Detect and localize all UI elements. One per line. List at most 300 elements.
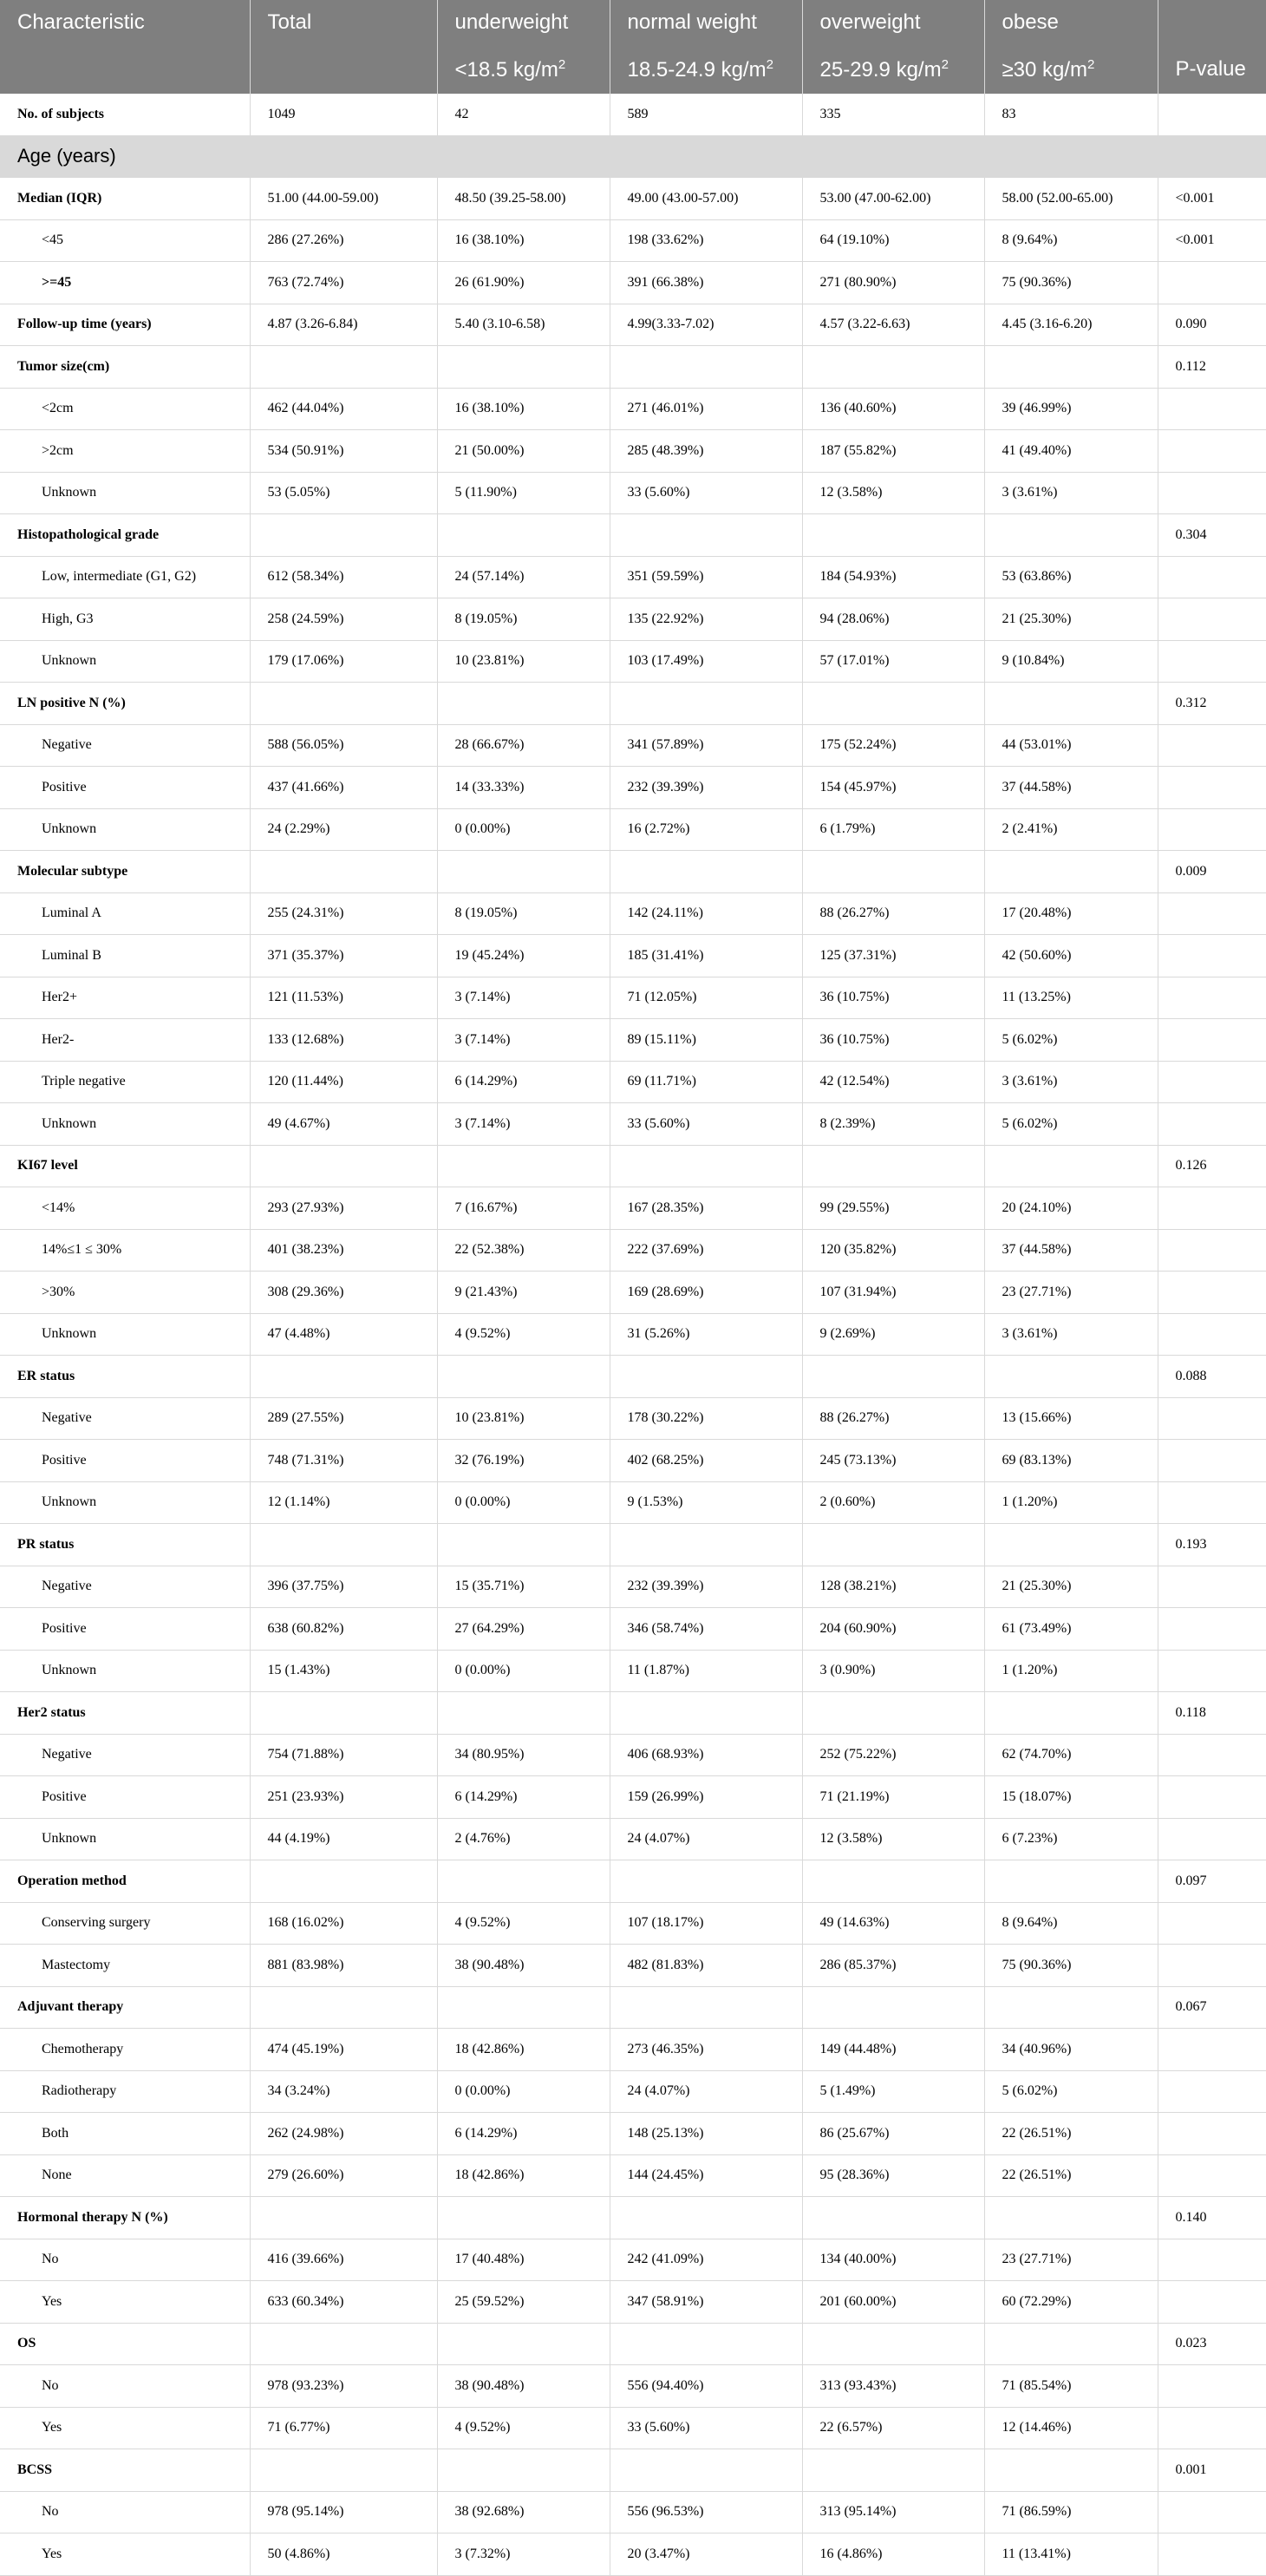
cell-normal-weight (610, 2323, 802, 2365)
cell-p-value (1158, 1945, 1266, 1987)
table-row (0, 1356, 1266, 1398)
cell-overweight (802, 1145, 984, 1187)
cell-overweight: 57 (17.01%) (802, 640, 984, 683)
cell-p-value: 0.067 (1158, 1986, 1266, 2029)
cell-overweight: 154 (45.97%) (802, 767, 984, 809)
cell-obese: 1 (1.20%) (984, 1481, 1158, 1524)
header-unit-p-value: P-value (1158, 45, 1266, 94)
cell-total: 179 (17.06%) (250, 640, 437, 683)
row-label: Unknown (0, 1103, 250, 1146)
cell-underweight: 10 (23.81%) (437, 640, 610, 683)
row-label: Luminal A (0, 892, 250, 935)
table-row (0, 977, 1266, 1019)
cell-overweight (802, 683, 984, 725)
table-row (0, 2323, 1266, 2365)
cell-overweight: 22 (6.57%) (802, 2407, 984, 2449)
cell-total: 49 (4.67%) (250, 1103, 437, 1146)
cell-obese: 1 (1.20%) (984, 1650, 1158, 1692)
cell-underweight: 26 (61.90%) (437, 262, 610, 304)
cell-overweight: 36 (10.75%) (802, 1019, 984, 1062)
cell-total (250, 851, 437, 893)
cell-normal-weight: 167 (28.35%) (610, 1187, 802, 1230)
row-label: No (0, 2491, 250, 2534)
cell-underweight: 18 (42.86%) (437, 2029, 610, 2071)
cell-obese (984, 346, 1158, 389)
table-row (0, 851, 1266, 893)
cell-overweight: 187 (55.82%) (802, 430, 984, 473)
cell-obese: 20 (24.10%) (984, 1187, 1158, 1230)
table-row (0, 556, 1266, 598)
cell-overweight: 6 (1.79%) (802, 808, 984, 851)
cell-underweight: 4 (9.52%) (437, 1313, 610, 1356)
cell-total: 289 (27.55%) (250, 1397, 437, 1440)
cell-total: 71 (6.77%) (250, 2407, 437, 2449)
row-label: Unknown (0, 472, 250, 514)
row-label: Unknown (0, 1481, 250, 1524)
cell-total (250, 2197, 437, 2239)
table-row (0, 2407, 1266, 2449)
cell-obese: 5 (6.02%) (984, 2070, 1158, 2113)
cell-overweight: 313 (93.43%) (802, 2365, 984, 2408)
cell-underweight: 0 (0.00%) (437, 1650, 610, 1692)
cell-overweight: 88 (26.27%) (802, 892, 984, 935)
cell-underweight (437, 346, 610, 389)
row-label: Yes (0, 2534, 250, 2576)
cell-p-value (1158, 2239, 1266, 2281)
table-row (0, 2449, 1266, 2492)
row-label: Follow-up time (years) (0, 304, 250, 346)
row-label: Yes (0, 2407, 250, 2449)
cell-normal-weight (610, 1860, 802, 1903)
cell-p-value (1158, 1187, 1266, 1230)
cell-normal-weight: 24 (4.07%) (610, 1818, 802, 1860)
row-label: Her2+ (0, 977, 250, 1019)
cell-overweight: 36 (10.75%) (802, 977, 984, 1019)
cell-overweight: 134 (40.00%) (802, 2239, 984, 2281)
row-label: Adjuvant therapy (0, 1986, 250, 2029)
table-row (0, 430, 1266, 473)
cell-obese: 12 (14.46%) (984, 2407, 1158, 2449)
cell-overweight: 175 (52.24%) (802, 724, 984, 767)
cell-normal-weight: 271 (46.01%) (610, 388, 802, 430)
cell-underweight: 10 (23.81%) (437, 1397, 610, 1440)
cell-p-value (1158, 724, 1266, 767)
table-row (0, 2534, 1266, 2576)
cell-underweight: 14 (33.33%) (437, 767, 610, 809)
cell-normal-weight: 232 (39.39%) (610, 767, 802, 809)
cell-p-value (1158, 598, 1266, 641)
cell-normal-weight: 482 (81.83%) (610, 1945, 802, 1987)
table-row (0, 724, 1266, 767)
cell-p-value (1158, 808, 1266, 851)
row-label: Histopathological grade (0, 514, 250, 557)
cell-obese: 2 (2.41%) (984, 808, 1158, 851)
cell-normal-weight: 16 (2.72%) (610, 808, 802, 851)
row-label: Positive (0, 1608, 250, 1651)
cell-total: 50 (4.86%) (250, 2534, 437, 2576)
cell-p-value: 0.023 (1158, 2323, 1266, 2365)
cell-p-value (1158, 2491, 1266, 2534)
cell-overweight: 120 (35.82%) (802, 1229, 984, 1272)
row-label: 14%≤1 ≤ 30% (0, 1229, 250, 1272)
cell-underweight: 8 (19.05%) (437, 598, 610, 641)
cell-normal-weight (610, 346, 802, 389)
table-row (0, 640, 1266, 683)
cell-overweight (802, 1692, 984, 1735)
cell-normal-weight: 406 (68.93%) (610, 1734, 802, 1776)
table-row (0, 178, 1266, 220)
cell-underweight: 4 (9.52%) (437, 1902, 610, 1945)
row-label: Her2- (0, 1019, 250, 1062)
row-label: BCSS (0, 2449, 250, 2492)
cell-obese: 5 (6.02%) (984, 1103, 1158, 1146)
table-row (0, 2070, 1266, 2113)
cell-underweight: 16 (38.10%) (437, 388, 610, 430)
cell-total: 15 (1.43%) (250, 1650, 437, 1692)
row-label: Tumor size(cm) (0, 346, 250, 389)
cell-underweight: 16 (38.10%) (437, 219, 610, 262)
cell-obese: 13 (15.66%) (984, 1397, 1158, 1440)
row-label: LN positive N (%) (0, 683, 250, 725)
cell-obese: 4.45 (3.16-6.20) (984, 304, 1158, 346)
cell-normal-weight: 107 (18.17%) (610, 1902, 802, 1945)
cell-obese: 3 (3.61%) (984, 472, 1158, 514)
cell-overweight: 49 (14.63%) (802, 1902, 984, 1945)
cell-overweight: 313 (95.14%) (802, 2491, 984, 2534)
cell-p-value: 0.118 (1158, 1692, 1266, 1735)
cell-total: 121 (11.53%) (250, 977, 437, 1019)
cell-total: 588 (56.05%) (250, 724, 437, 767)
row-label: No (0, 2239, 250, 2281)
cell-obese (984, 1860, 1158, 1903)
table-row (0, 2197, 1266, 2239)
cell-p-value (1158, 2534, 1266, 2576)
cell-obese: 21 (25.30%) (984, 1566, 1158, 1608)
cell-overweight: 4.57 (3.22-6.63) (802, 304, 984, 346)
cell-overweight (802, 346, 984, 389)
cell-p-value (1158, 977, 1266, 1019)
section-label: Age (years) (0, 135, 1266, 178)
table-header (0, 0, 1266, 94)
cell-total: 168 (16.02%) (250, 1902, 437, 1945)
cell-p-value (1158, 1019, 1266, 1062)
cell-normal-weight: 33 (5.60%) (610, 2407, 802, 2449)
cell-underweight: 3 (7.14%) (437, 1019, 610, 1062)
cell-overweight (802, 1986, 984, 2029)
cell-total (250, 2449, 437, 2492)
cell-normal-weight: 159 (26.99%) (610, 1776, 802, 1819)
cell-overweight: 16 (4.86%) (802, 2534, 984, 2576)
cell-normal-weight: 148 (25.13%) (610, 2113, 802, 2155)
row-label: Conserving surgery (0, 1902, 250, 1945)
header-unit-normal-weight: 18.5-24.9 $kg/m^2$ (610, 45, 802, 94)
row-label: None (0, 2154, 250, 2197)
row-label: >30% (0, 1272, 250, 1314)
cell-total: 474 (45.19%) (250, 2029, 437, 2071)
table-row (0, 1608, 1266, 1651)
row-label: Mastectomy (0, 1945, 250, 1987)
cell-obese: 37 (44.58%) (984, 1229, 1158, 1272)
cell-p-value (1158, 2407, 1266, 2449)
row-label: Negative (0, 1734, 250, 1776)
cell-p-value: <0.001 (1158, 219, 1266, 262)
table-row (0, 304, 1266, 346)
row-label: <14% (0, 1187, 250, 1230)
cell-p-value (1158, 1397, 1266, 1440)
cell-underweight (437, 2197, 610, 2239)
cell-total: 24 (2.29%) (250, 808, 437, 851)
cell-total (250, 1145, 437, 1187)
cell-overweight: 184 (54.93%) (802, 556, 984, 598)
cell-p-value (1158, 1440, 1266, 1482)
cell-normal-weight: 391 (66.38%) (610, 262, 802, 304)
cell-total: 255 (24.31%) (250, 892, 437, 935)
cell-p-value (1158, 1229, 1266, 1272)
cell-normal-weight: 341 (57.89%) (610, 724, 802, 767)
table-row (0, 1019, 1266, 1062)
row-label: Operation method (0, 1860, 250, 1903)
cell-p-value (1158, 1103, 1266, 1146)
cell-normal-weight: 589 (610, 94, 802, 135)
cell-p-value: 0.001 (1158, 2449, 1266, 2492)
row-label: <45 (0, 219, 250, 262)
cell-underweight: 3 (7.32%) (437, 2534, 610, 2576)
cell-normal-weight: 71 (12.05%) (610, 977, 802, 1019)
cell-underweight: 6 (14.29%) (437, 1776, 610, 1819)
cell-overweight: 204 (60.90%) (802, 1608, 984, 1651)
table-row (0, 935, 1266, 977)
cell-obese: 22 (26.51%) (984, 2113, 1158, 2155)
cell-total: 258 (24.59%) (250, 598, 437, 641)
cell-obese: 23 (27.71%) (984, 1272, 1158, 1314)
cell-total (250, 346, 437, 389)
cell-underweight (437, 1356, 610, 1398)
cell-overweight: 335 (802, 94, 984, 135)
cell-overweight: 95 (28.36%) (802, 2154, 984, 2197)
table-row (0, 1397, 1266, 1440)
cell-obese: 8 (9.64%) (984, 219, 1158, 262)
cell-underweight: 8 (19.05%) (437, 892, 610, 935)
cell-normal-weight: 142 (24.11%) (610, 892, 802, 935)
cell-overweight: 107 (31.94%) (802, 1272, 984, 1314)
cell-total: 396 (37.75%) (250, 1566, 437, 1608)
cell-normal-weight: 33 (5.60%) (610, 472, 802, 514)
cell-total: 462 (44.04%) (250, 388, 437, 430)
cell-underweight: 21 (50.00%) (437, 430, 610, 473)
cell-total: 251 (23.93%) (250, 1776, 437, 1819)
cell-underweight (437, 1860, 610, 1903)
cell-overweight (802, 1524, 984, 1566)
cell-total (250, 514, 437, 557)
cell-obese (984, 514, 1158, 557)
table-row (0, 1860, 1266, 1903)
cell-total: 12 (1.14%) (250, 1481, 437, 1524)
table-row (0, 2029, 1266, 2071)
cell-overweight: 271 (80.90%) (802, 262, 984, 304)
cell-normal-weight: 346 (58.74%) (610, 1608, 802, 1651)
cell-obese: 11 (13.25%) (984, 977, 1158, 1019)
row-label: Low, intermediate (G1, G2) (0, 556, 250, 598)
cell-normal-weight: 103 (17.49%) (610, 640, 802, 683)
table-row (0, 262, 1266, 304)
row-label: No (0, 2365, 250, 2408)
cell-p-value (1158, 1313, 1266, 1356)
table-row (0, 2491, 1266, 2534)
cell-total: 437 (41.66%) (250, 767, 437, 809)
cell-total: 754 (71.88%) (250, 1734, 437, 1776)
cell-p-value (1158, 1272, 1266, 1314)
row-label: Yes (0, 2281, 250, 2324)
row-label: Chemotherapy (0, 2029, 250, 2071)
cell-overweight: 149 (44.48%) (802, 2029, 984, 2071)
cell-total: 279 (26.60%) (250, 2154, 437, 2197)
cell-underweight: 24 (57.14%) (437, 556, 610, 598)
cell-underweight: 15 (35.71%) (437, 1566, 610, 1608)
cell-p-value (1158, 94, 1266, 135)
cell-obese: 17 (20.48%) (984, 892, 1158, 935)
cell-obese: 44 (53.01%) (984, 724, 1158, 767)
cell-overweight: 71 (21.19%) (802, 1776, 984, 1819)
table-row (0, 1524, 1266, 1566)
cell-overweight (802, 1356, 984, 1398)
row-label: Positive (0, 1440, 250, 1482)
cell-p-value (1158, 1818, 1266, 1860)
cell-normal-weight: 351 (59.59%) (610, 556, 802, 598)
table-row (0, 346, 1266, 389)
cell-underweight (437, 683, 610, 725)
cell-obese: 21 (25.30%) (984, 598, 1158, 641)
cell-normal-weight (610, 1145, 802, 1187)
cell-normal-weight: 232 (39.39%) (610, 1566, 802, 1608)
cell-normal-weight (610, 1356, 802, 1398)
cell-normal-weight: 222 (37.69%) (610, 1229, 802, 1272)
table-row (0, 1734, 1266, 1776)
row-label: Negative (0, 1566, 250, 1608)
cell-total (250, 2323, 437, 2365)
cell-overweight: 2 (0.60%) (802, 1481, 984, 1524)
cell-p-value (1158, 1734, 1266, 1776)
header-unit-total (250, 45, 437, 94)
cell-p-value (1158, 1650, 1266, 1692)
cell-underweight (437, 851, 610, 893)
cell-underweight: 27 (64.29%) (437, 1608, 610, 1651)
cell-obese: 9 (10.84%) (984, 640, 1158, 683)
header-row-units (0, 45, 1266, 94)
cell-overweight: 94 (28.06%) (802, 598, 984, 641)
cell-overweight (802, 851, 984, 893)
cell-obese: 53 (63.86%) (984, 556, 1158, 598)
cell-underweight: 3 (7.14%) (437, 977, 610, 1019)
cell-normal-weight: 144 (24.45%) (610, 2154, 802, 2197)
cell-underweight (437, 1145, 610, 1187)
section-row (0, 135, 1266, 178)
cell-p-value (1158, 472, 1266, 514)
cell-p-value: 0.112 (1158, 346, 1266, 389)
table-row (0, 388, 1266, 430)
cell-obese: 3 (3.61%) (984, 1313, 1158, 1356)
cell-underweight (437, 1524, 610, 1566)
table-row (0, 1692, 1266, 1735)
header-normal-weight: normal weight (610, 0, 802, 45)
cell-underweight: 18 (42.86%) (437, 2154, 610, 2197)
cell-obese: 22 (26.51%) (984, 2154, 1158, 2197)
cell-overweight: 128 (38.21%) (802, 1566, 984, 1608)
table-row (0, 2365, 1266, 2408)
cell-underweight (437, 514, 610, 557)
cell-obese: 75 (90.36%) (984, 1945, 1158, 1987)
row-label: Triple negative (0, 1061, 250, 1103)
cell-obese (984, 1145, 1158, 1187)
cell-underweight (437, 1692, 610, 1735)
cell-p-value (1158, 388, 1266, 430)
cell-normal-weight: 242 (41.09%) (610, 2239, 802, 2281)
cell-p-value: 0.193 (1158, 1524, 1266, 1566)
cell-p-value (1158, 2154, 1266, 2197)
cell-overweight (802, 514, 984, 557)
cell-underweight (437, 2449, 610, 2492)
cell-normal-weight: 4.99(3.33-7.02) (610, 304, 802, 346)
table-row (0, 1272, 1266, 1314)
cell-p-value (1158, 892, 1266, 935)
cell-overweight: 8 (2.39%) (802, 1103, 984, 1146)
cell-overweight (802, 1860, 984, 1903)
cell-overweight: 252 (75.22%) (802, 1734, 984, 1776)
cell-overweight (802, 2197, 984, 2239)
cell-p-value (1158, 1608, 1266, 1651)
cell-obese: 69 (83.13%) (984, 1440, 1158, 1482)
table-row (0, 1481, 1266, 1524)
table-row (0, 892, 1266, 935)
cell-obese (984, 1524, 1158, 1566)
table-row (0, 514, 1266, 557)
row-label: Molecular subtype (0, 851, 250, 893)
table-row (0, 808, 1266, 851)
table-row (0, 767, 1266, 809)
cell-p-value (1158, 2070, 1266, 2113)
cell-underweight: 17 (40.48%) (437, 2239, 610, 2281)
cell-obese: 15 (18.07%) (984, 1776, 1158, 1819)
cell-underweight: 25 (59.52%) (437, 2281, 610, 2324)
cell-normal-weight (610, 851, 802, 893)
cell-normal-weight (610, 1692, 802, 1735)
header-unit-overweight: 25-29.9 $kg/m^2$ (802, 45, 984, 94)
cell-normal-weight (610, 2197, 802, 2239)
cell-obese: 23 (27.71%) (984, 2239, 1158, 2281)
cell-obese: 61 (73.49%) (984, 1608, 1158, 1651)
header-total: Total (250, 0, 437, 45)
cell-total: 286 (27.26%) (250, 219, 437, 262)
header-characteristic: Characteristic (0, 0, 250, 45)
cell-p-value: 0.312 (1158, 683, 1266, 725)
cell-p-value: 0.088 (1158, 1356, 1266, 1398)
cell-underweight: 38 (90.48%) (437, 2365, 610, 2408)
row-label: Her2 status (0, 1692, 250, 1735)
cell-obese (984, 1356, 1158, 1398)
table-row (0, 1776, 1266, 1819)
cell-underweight: 5.40 (3.10-6.58) (437, 304, 610, 346)
cell-p-value: 0.097 (1158, 1860, 1266, 1903)
cell-total: 4.87 (3.26-6.84) (250, 304, 437, 346)
cell-total: 638 (60.82%) (250, 1608, 437, 1651)
cell-obese: 5 (6.02%) (984, 1019, 1158, 1062)
cell-total: 371 (35.37%) (250, 935, 437, 977)
cell-normal-weight: 198 (33.62%) (610, 219, 802, 262)
row-label: Median (IQR) (0, 178, 250, 220)
table-row (0, 219, 1266, 262)
cell-p-value (1158, 2281, 1266, 2324)
cell-underweight: 32 (76.19%) (437, 1440, 610, 1482)
table-row (0, 1187, 1266, 1230)
